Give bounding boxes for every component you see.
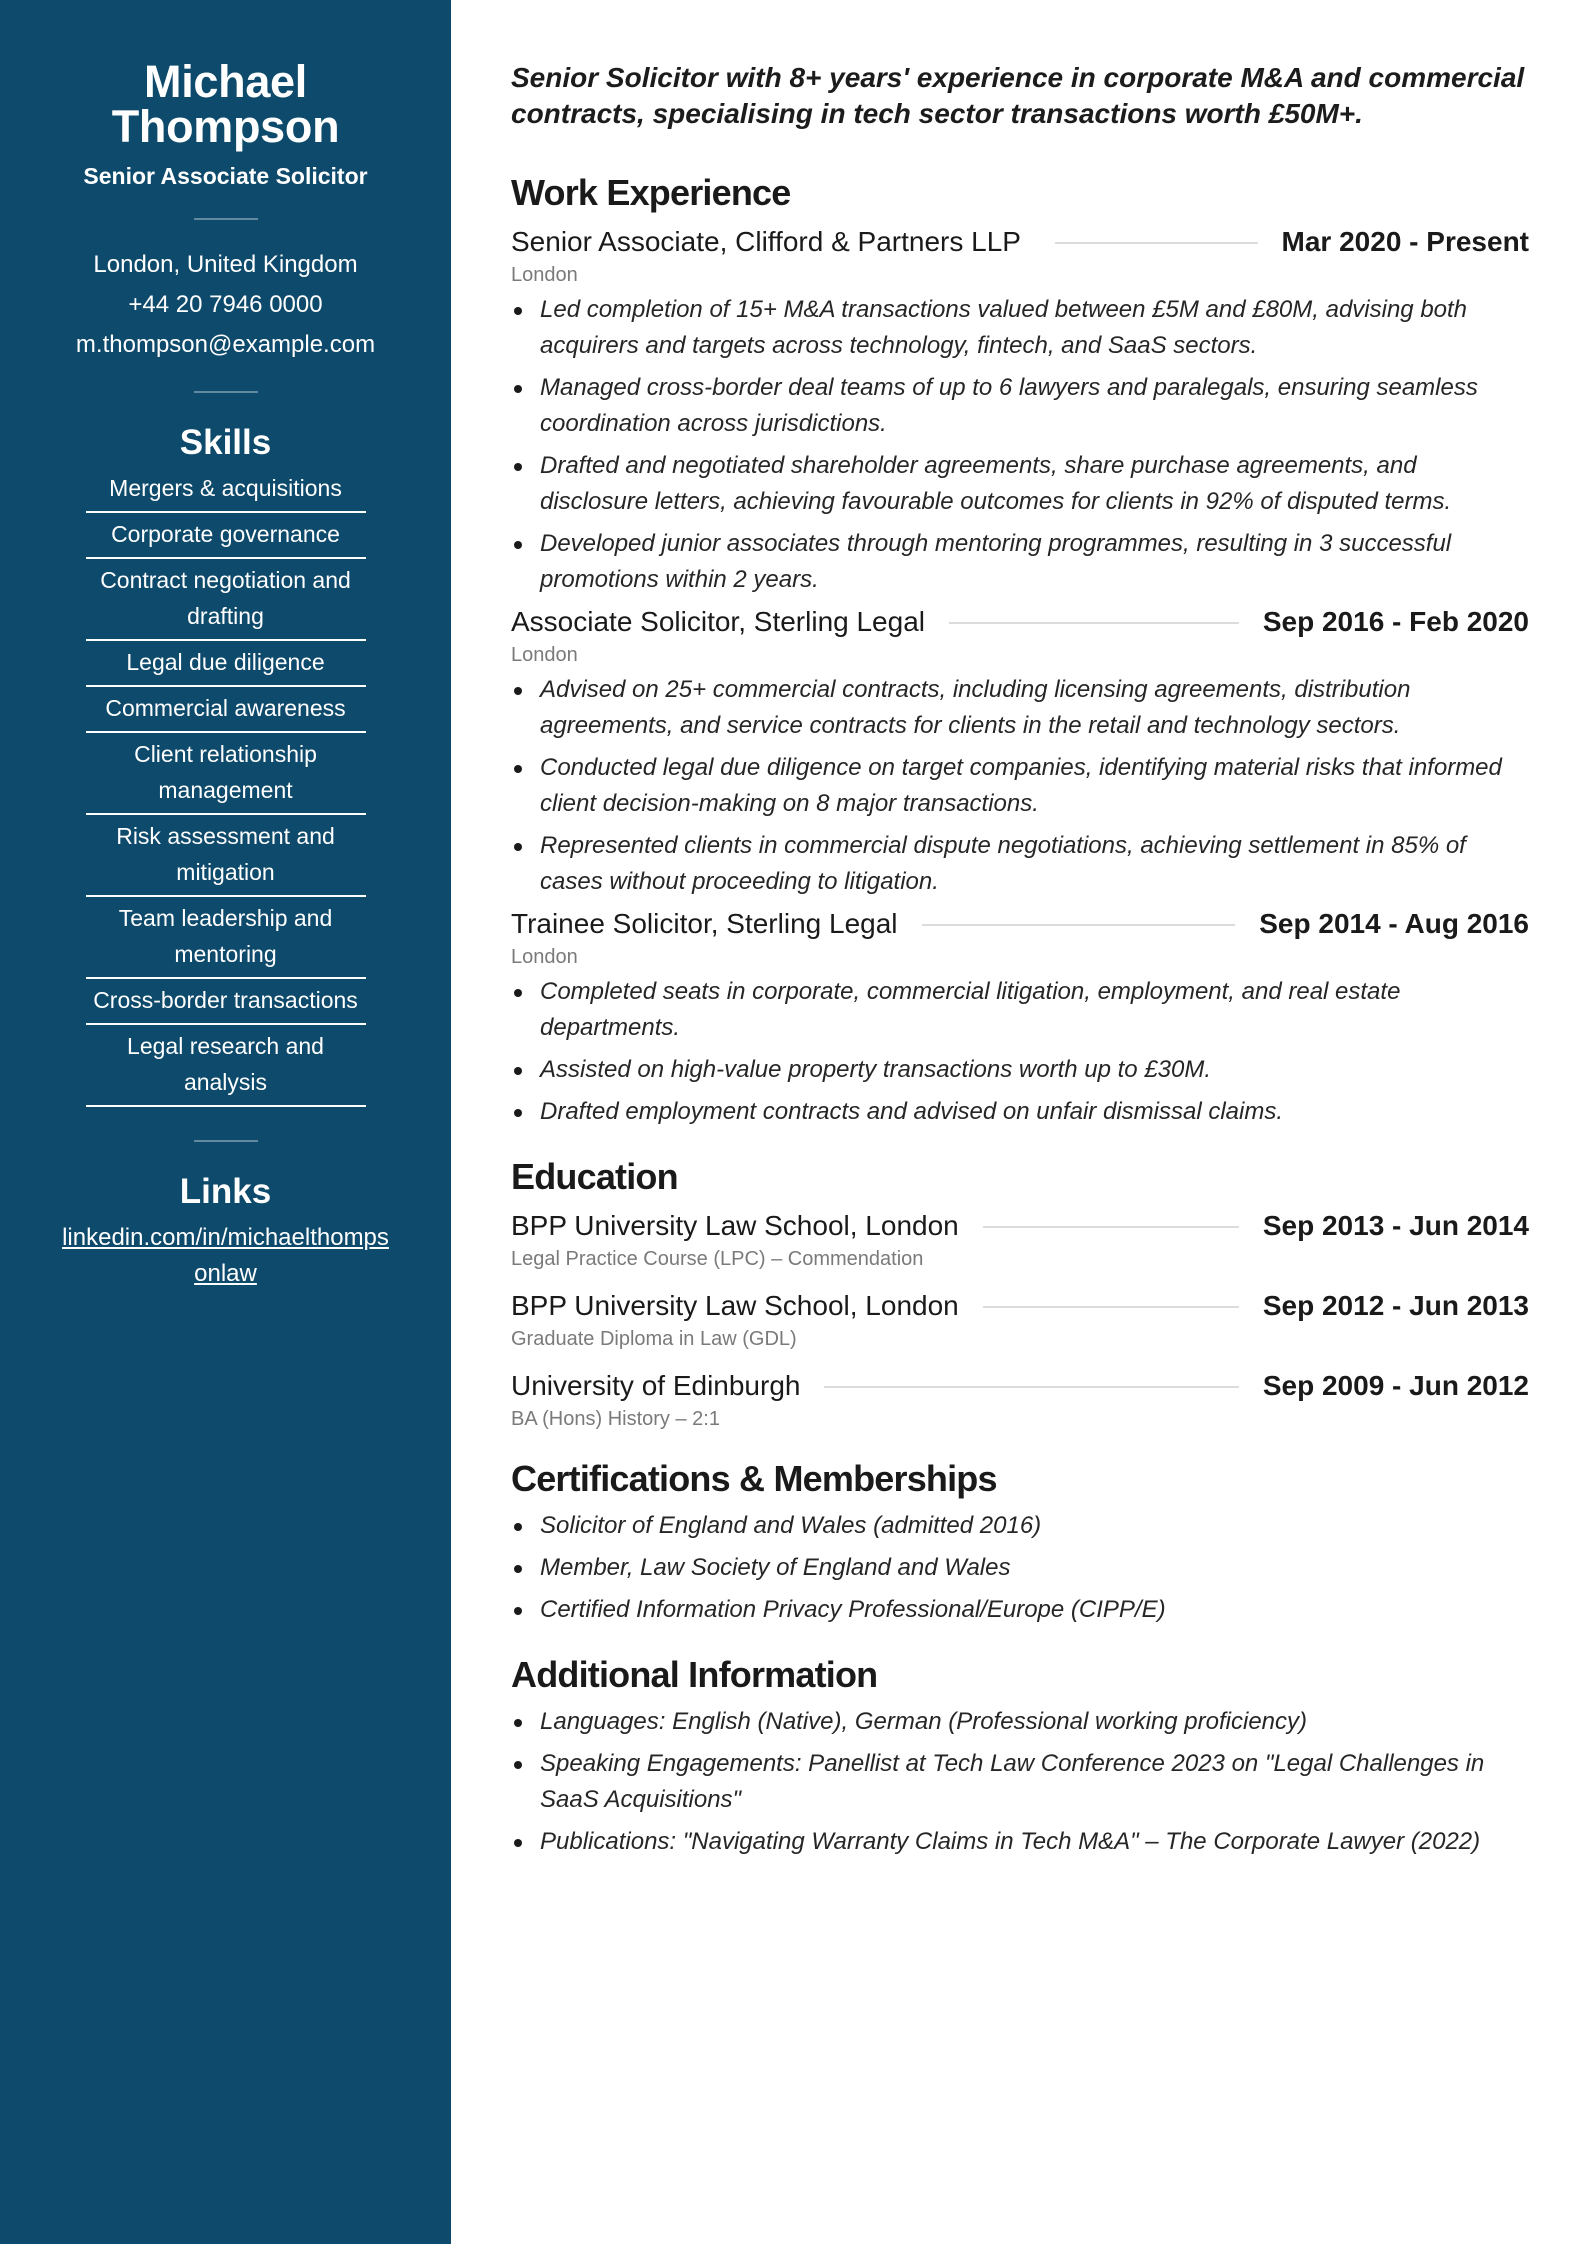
list-item: Member, Law Society of England and Wales xyxy=(511,1550,1529,1586)
education-date: Sep 2013 - Jun 2014 xyxy=(1262,1210,1529,1241)
job-entry xyxy=(511,604,1529,900)
job-title: Associate Solicitor, Sterling Legal xyxy=(511,606,925,637)
job-title: Senior Associate, Clifford & Partners LLP xyxy=(511,226,1021,257)
job-bullets xyxy=(511,974,1529,1130)
skill-item: Cross-border transactions xyxy=(86,979,366,1025)
first-name: Michael xyxy=(144,56,307,107)
certifications-title: Certifications & Memberships xyxy=(511,1458,997,1499)
phone: +44 20 7946 0000 xyxy=(128,291,323,318)
list-item: Languages: English (Native), German (Professional working proficiency) xyxy=(511,1704,1529,1740)
work-experience-title: Work Experience xyxy=(511,172,791,213)
education-header xyxy=(511,1288,1529,1324)
divider xyxy=(1055,242,1258,244)
email: m.thompson@example.com xyxy=(75,331,376,358)
list-item: Developed junior associates through mentoring programmes, resulting in 3 successful promotions within 2 years. xyxy=(511,526,1529,598)
list-item: Advised on 25+ commercial contracts, including licensing agreements, distribution agreements, and service contracts for clients in the retail and technology sectors. xyxy=(511,672,1529,744)
list-item: Publications: "Navigating Warranty Claims in Tech M&A" – The Corporate Lawyer (2022) xyxy=(511,1824,1529,1860)
location: London, United Kingdom xyxy=(93,251,358,278)
sidebar xyxy=(0,0,451,2244)
linkedin-link[interactable]: linkedin.com/in/michaelthompsonlaw xyxy=(62,1224,389,1287)
skills-title: Skills xyxy=(179,423,272,462)
divider xyxy=(824,1386,1238,1388)
education-date: Sep 2012 - Jun 2013 xyxy=(1262,1290,1529,1321)
education-header xyxy=(511,1368,1529,1404)
divider xyxy=(194,1140,258,1142)
list-item: Drafted and negotiated shareholder agreements, share purchase agreements, and disclosure letters, achieving favourable outcomes for clients in 92% of disputed terms. xyxy=(511,448,1529,520)
job-date: Mar 2020 - Present xyxy=(1281,226,1529,257)
last-name: Thompson xyxy=(111,101,340,152)
list-item: Managed cross-border deal teams of up to 6 lawyers and paralegals, ensuring seamless coordination across jurisdictions. xyxy=(511,370,1529,442)
job-header xyxy=(511,224,1529,260)
list-item: Assisted on high-value property transactions worth up to £30M. xyxy=(511,1052,1529,1088)
certifications-list xyxy=(511,1508,1529,1628)
education-header xyxy=(511,1208,1529,1244)
summary: Senior Solicitor with 8+ years' experience in corporate M&A and commercial contracts, specialising in tech sector transactions worth £50M+. xyxy=(511,62,1525,129)
school-name: BPP University Law School, London xyxy=(511,1290,959,1321)
job-title: Trainee Solicitor, Sterling Legal xyxy=(511,908,898,939)
job-entry xyxy=(511,906,1529,1130)
additional-info-title: Additional Information xyxy=(511,1654,878,1695)
education-title: Education xyxy=(511,1156,678,1197)
job-bullets xyxy=(511,672,1529,900)
job-location: London xyxy=(511,644,578,666)
divider xyxy=(983,1306,1239,1308)
list-item: Solicitor of England and Wales (admitted 2016) xyxy=(511,1508,1529,1544)
list-item: Represented clients in commercial dispute negotiations, achieving settlement in 85% of cases without proceeding to litigation. xyxy=(511,828,1529,900)
job-date: Sep 2014 - Aug 2016 xyxy=(1259,908,1529,939)
skill-item: Legal research and analysis xyxy=(86,1025,366,1107)
skill-item: Commercial awareness xyxy=(86,687,366,733)
skill-item: Team leadership and mentoring xyxy=(86,897,366,979)
school-name: BPP University Law School, London xyxy=(511,1210,959,1241)
skill-item: Legal due diligence xyxy=(86,641,366,687)
school-name: University of Edinburgh xyxy=(511,1370,801,1401)
education-date: Sep 2009 - Jun 2012 xyxy=(1262,1370,1529,1401)
list-item: Conducted legal due diligence on target companies, identifying material risks that informed client decision-making on 8 major transactions. xyxy=(511,750,1529,822)
skill-item: Contract negotiation and drafting xyxy=(86,559,366,641)
job-date: Sep 2016 - Feb 2020 xyxy=(1262,606,1529,637)
additional-info-list xyxy=(511,1704,1529,1860)
job-entry xyxy=(511,224,1529,598)
divider xyxy=(949,622,1239,624)
list-item: Drafted employment contracts and advised on unfair dismissal claims. xyxy=(511,1094,1529,1130)
job-bullets xyxy=(511,292,1529,598)
education-detail: Legal Practice Course (LPC) – Commendation xyxy=(511,1248,924,1270)
education-entry xyxy=(511,1368,1529,1432)
divider xyxy=(922,924,1236,926)
list-item: Led completion of 15+ M&A transactions valued between £5M and £80M, advising both acquirers and targets across technology, fintech, and SaaS sectors. xyxy=(511,292,1529,364)
divider xyxy=(194,391,258,393)
skill-item: Risk assessment and mitigation xyxy=(86,815,366,897)
job-header xyxy=(511,906,1529,942)
skills-list xyxy=(86,467,366,1107)
skill-item: Mergers & acquisitions xyxy=(86,467,366,513)
skill-item: Corporate governance xyxy=(86,513,366,559)
job-role: Senior Associate Solicitor xyxy=(83,163,368,189)
job-location: London xyxy=(511,264,578,286)
list-item: Completed seats in corporate, commercial litigation, employment, and real estate departments. xyxy=(511,974,1529,1046)
links-title: Links xyxy=(179,1172,272,1211)
skill-item: Client relationship management xyxy=(86,733,366,815)
divider xyxy=(983,1226,1239,1228)
main-content xyxy=(511,0,1529,1866)
education-detail: BA (Hons) History – 2:1 xyxy=(511,1408,720,1430)
candidate-name xyxy=(0,0,451,152)
education-entry xyxy=(511,1288,1529,1352)
divider xyxy=(194,218,258,220)
list-item: Certified Information Privacy Professional/Europe (CIPP/E) xyxy=(511,1592,1529,1628)
job-location: London xyxy=(511,946,578,968)
education-detail: Graduate Diploma in Law (GDL) xyxy=(511,1328,797,1350)
job-header xyxy=(511,604,1529,640)
list-item: Speaking Engagements: Panellist at Tech Law Conference 2023 on "Legal Challenges in SaaS Acquisitions" xyxy=(511,1746,1529,1818)
contact-info xyxy=(0,245,451,365)
education-entry xyxy=(511,1208,1529,1272)
